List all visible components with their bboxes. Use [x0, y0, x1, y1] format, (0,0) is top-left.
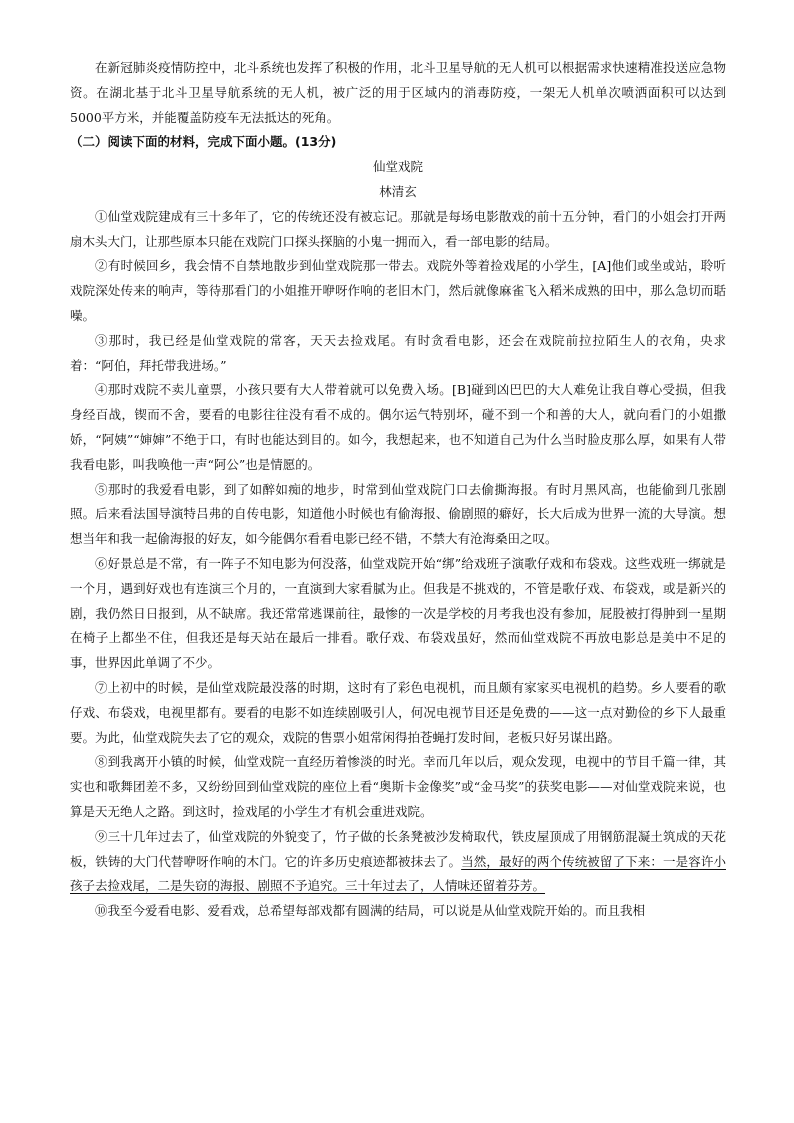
- document-page: [70, 56, 726, 924]
- paragraph-8: ⑧到我离开小镇的时候，仙堂戏院一直经历着惨淡的时光。幸而几年以后，观众发现，电视中的节目千篇一律，其实也和歌舞团差不多，又纷纷回到仙堂戏院的座位上看“奥斯卡金像奖”或“金马奖”的获奖电影——对仙堂戏院来说，也算是天无绝人之路。到这时，捡戏尾的小学生才有机会重进戏院。: [70, 754, 726, 819]
- paragraph-6: ⑥好景总是不常，有一阵子不知电影为何没落，仙堂戏院开始“绑”给戏班子演歌仔戏和布袋戏。这些戏班一绑就是一个月，遇到好戏也有连演三个月的，一直演到大家看腻为止。但我是不挑戏的，不管是歌仔戏、布袋戏，或是新兴的剧，我仍然日日报到，从不缺席。我还常常逃课前往，最惨的一次是学校的月考我也没有参加，屁股被打得肿到一星期在椅子上都坐不住，但我还是每天站在最后一排看。歌仔戏、布袋戏虽好，然而仙堂戏院不再放电影总是美中不足的事，世界因此单调了不少。: [70, 555, 726, 671]
- article-author: 林清玄: [379, 183, 417, 199]
- paragraph-9-text: ⑨三十几年过去了，仙堂戏院的外貌变了，竹子做的长条凳被沙发椅取代，铁皮屋顶成了用钢筋混凝土筑成的天花板，铁铸的大门代替咿呀作响的木门。它的许多历史痕迹都被抹去了。: [70, 828, 726, 869]
- paragraph-5: ⑤那时的我爱看电影，到了如醉如痴的地步，时常到仙堂戏院门口去偷撕海报。有时月黑风高，也能偷到几张剧照。后来看法国导演特吕弗的自传电影，知道他小时候也有偷海报、偷剧照的癖好，长大后成为世界一流的大导演。想想当年和我一起偷海报的好友，如今能偶尔看看电影已经不错，不禁大有沧海桑田之叹。: [70, 481, 726, 547]
- paragraph-2: ②有时候回乡，我会情不自禁地散步到仙堂戏院那一带去。戏院外等着捡戏尾的小学生，[A]他们或坐或站，聆听戏院深处传来的响声，等待那看门的小姐推开咿呀作响的老旧木门，然后就像麻雀飞入稻米成熟的田中，那么急切而聒噪。: [70, 258, 726, 323]
- paragraph-3: ③那时，我已经是仙堂戏院的常客，天天去捡戏尾。有时贪看电影，还会在戏院前拉拉陌生人的衣角，央求着：“阿伯，拜托带我进场。”: [70, 332, 726, 373]
- paragraph-9: [70, 825, 726, 899]
- section-heading: （二）阅读下面的材料，完成下面小题。(13分): [70, 134, 337, 150]
- paragraph-4: ④那时戏院不卖儿童票，小孩只要有大人带着就可以免费入场。[B]碰到凶巴巴的大人难免让我自尊心受损，但我身经百战，锲而不舍，要看的电影往往没有看不成的。偶尔运气特别坏，碰不到一个和善的大人，就向看门的小姐撒娇，“阿姨”“婶婶”不绝于口，有时也能达到目的。如今，我想起来，也不知道自己为什么当时脸皮那么厚，如果有人带我看电影，叫我唤他一声“阿公”也是情愿的。: [70, 382, 726, 472]
- underlined-sentence: 当然，最好的两个传统被留了下来：一是容许小孩子去捡戏尾，二是失窃的海报、剧照不予追究。三十年过去了，人情味还留着芬芳。: [70, 853, 726, 894]
- paragraph-10: ⑩我至今爱看电影、爱看戏，总希望每部戏都有圆满的结局，可以说是从仙堂戏院开始的。而且我相: [95, 903, 646, 919]
- paragraph-1: ①仙堂戏院建成有三十多年了，它的传统还没有被忘记。那就是每场电影散戏的前十五分钟，看门的小姐会打开两扇木头大门，让那些原本只能在戏院门口探头探脑的小鬼一拥而入，看一部电影的结局。: [70, 208, 726, 249]
- intro-paragraph: 在新冠肺炎疫情防控中，北斗系统也发挥了积极的作用，北斗卫星导航的无人机可以根据需求快速精准投送应急物资。在湖北基于北斗卫星导航系统的无人机，被广泛的用于区域内的消毒防疫，一架无人机单次喷洒面积可以达到5000平方米，并能覆盖防疫车无法抵达的死角。: [70, 60, 726, 125]
- paragraph-7: ⑦上初中的时候，是仙堂戏院最没落的时期，这时有了彩色电视机，而且颇有家家买电视机的趋势。乡人要看的歌仔戏、布袋戏，电视里都有。要看的电影不如连续剧吸引人，何况电视节目还是免费的——这一点对勤俭的乡下人最重要。为此，仙堂戏院失去了它的观众，戏院的售票小姐常闲得拍苍蝇打发时间，老板只好另谋出路。: [70, 679, 726, 745]
- article-title: 仙堂戏院: [372, 159, 423, 175]
